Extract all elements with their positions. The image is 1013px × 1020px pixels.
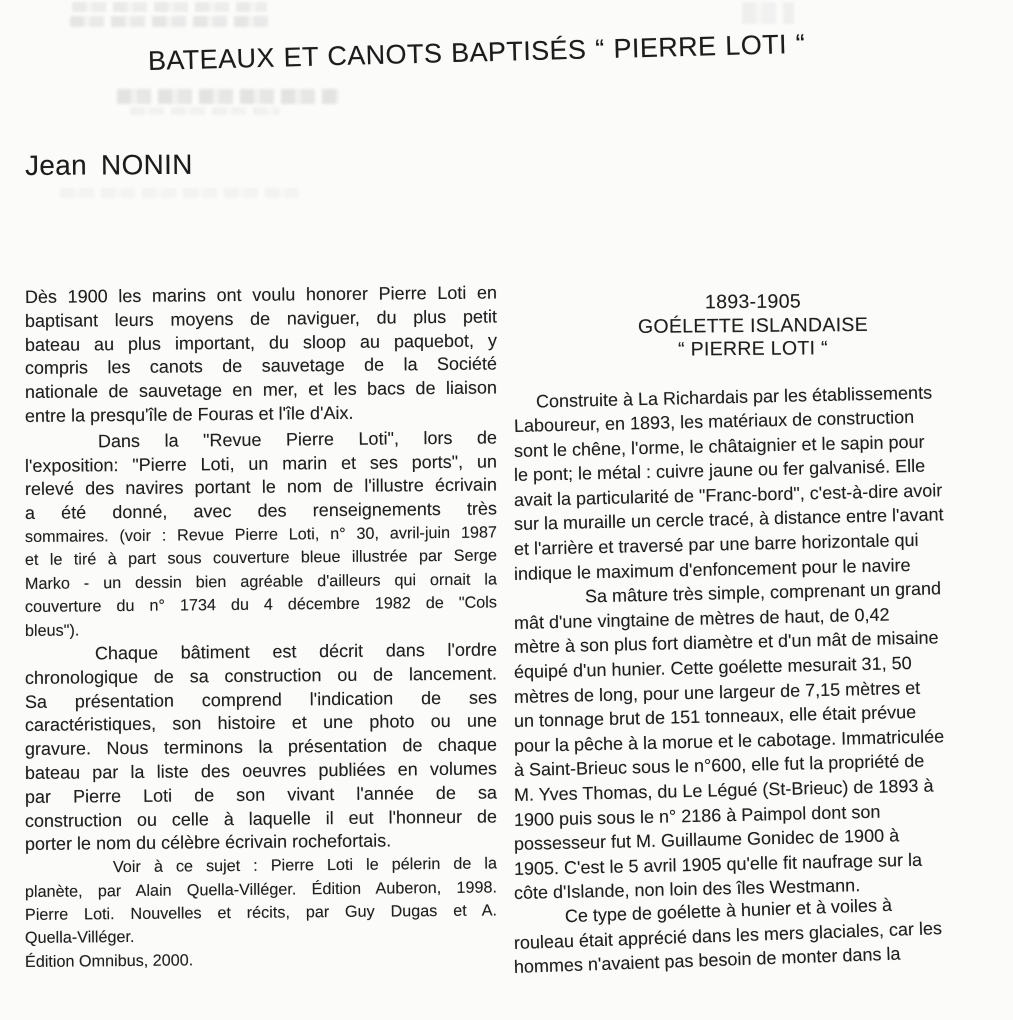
text-line: a été donné, avec des renseignements très bbox=[24, 498, 498, 524]
text-line: Dans la "Revue Pierre Loti", lors de bbox=[97, 427, 498, 452]
text-line: Sa présentation comprend l'indication de ses bbox=[24, 687, 498, 712]
text-line: baptisant leurs moyens de naviguer, du plus petit bbox=[24, 306, 498, 331]
text-line: chronologique de sa construction ou de lancement. bbox=[24, 663, 498, 688]
text-line: Laboureur, en 1893, les matériaux de construction bbox=[513, 407, 915, 437]
text-line: Marko - un dessin bien agréable d'ailleurs qui ornait la bbox=[24, 570, 498, 593]
text-line: bateau par la liste des oeuvres publiées en volumes bbox=[24, 758, 498, 783]
text-line: porter le nom du célèbre écrivain rochefortais. bbox=[24, 830, 392, 855]
text-line: Voir à ce sujet : Pierre Loti le pélerin de la bbox=[112, 854, 498, 877]
text-line: et le tiré à part sous couverture bleue illustrée par Serge bbox=[24, 546, 498, 570]
text-line: compris les canots de sauvetage de la Société bbox=[24, 353, 498, 379]
text-line: bleus"). bbox=[24, 621, 80, 640]
bleed-through-text bbox=[70, 16, 272, 27]
text-line: Construite à La Richardais par les établissements bbox=[535, 382, 933, 411]
text-line: et l'arrière et traversé par une barre horizontale qui bbox=[513, 529, 919, 560]
text-line: Édition Omnibus, 2000. bbox=[24, 951, 194, 971]
text-line: Chaque bâtiment est décrit dans l'ordre bbox=[94, 639, 498, 664]
text-line: mètre à son plus fort diamètre et d'un mât de misaine bbox=[513, 627, 939, 658]
text-line: Ce type de goélette à hunier et à voiles à bbox=[564, 894, 893, 927]
paragraph bbox=[513, 382, 992, 587]
author-name: Jean NONIN bbox=[24, 148, 193, 181]
text-line: équipé d'un hunier. Cette goélette mesurait 31, 50 bbox=[513, 653, 912, 683]
text-line: un tonnage brut de 151 tonneaux, elle était prévue bbox=[513, 702, 917, 732]
text-line: “ PIERRE LOTI “ bbox=[678, 337, 828, 361]
text-line: mât d'une vingtaine de mètres de haut, de 0,42 bbox=[513, 604, 890, 633]
text-line: rouleau était apprécié dans les mers glaciales, car les bbox=[513, 917, 943, 953]
text-line: par Pierre Loti de son vivant l'année de sa bbox=[24, 782, 498, 807]
text-line: sur la muraille un cercle tracé, à distance entre l'avant bbox=[513, 504, 944, 535]
text-line: 1900 puis sous le n° 2186 à Paimpol dont son bbox=[513, 801, 881, 830]
text-line: mètres de long, pour une largeur de 7,15 mètres et bbox=[513, 677, 921, 707]
bleed-through-text bbox=[72, 2, 267, 12]
paragraph bbox=[24, 427, 498, 526]
text-line: bateau au plus important, du sloop au paquebot, y bbox=[24, 330, 498, 355]
text-line: Dès 1900 les marins ont voulu honorer Pierre Loti en bbox=[24, 282, 498, 307]
text-line: 1893-1905 bbox=[704, 290, 802, 314]
bleed-through-text bbox=[117, 89, 339, 104]
paragraph bbox=[24, 854, 498, 927]
text-line: nationale de sauvetage en mer, et les bacs de liaison bbox=[24, 377, 498, 403]
bleed-through-text bbox=[130, 107, 280, 115]
paragraph bbox=[513, 578, 992, 906]
text-line: sommaires. (voir : Revue Pierre Loti, n° 30, avril-juin 1987 bbox=[24, 523, 498, 546]
text-line: gravure. Nous terminons la présentation de chaque bbox=[24, 734, 498, 760]
text-line: planète, par Alain Quella-Villéger. Édition Auberon, 1998. bbox=[24, 878, 498, 901]
text-line: à Saint-Brieuc sous le n°600, elle fut la propriété de bbox=[513, 751, 925, 781]
text-line: Pierre Loti. Nouvelles et récits, par Guy Dugas et A. bbox=[24, 901, 498, 924]
text-line: caractéristiques, son histoire et une photo ou une bbox=[24, 710, 498, 736]
section-heading bbox=[514, 290, 992, 364]
text-line: hommes n'avaient pas besoin de monter dans la bbox=[513, 943, 901, 978]
page-title: BATEAUX ET CANOTS BAPTISÉS “ PIERRE LOTI “ bbox=[147, 28, 806, 76]
text-line: possesseur fut M. Guillaume Gonidec de 1900 à bbox=[513, 825, 900, 855]
text-line: GOÉLETTE ISLANDAISE bbox=[637, 313, 869, 338]
paragraph bbox=[25, 927, 497, 974]
text-line: côte d'Islande, non loin des îles Westmann. bbox=[513, 875, 861, 904]
left-column bbox=[24, 282, 498, 974]
text-line: Quella-Villéger. bbox=[24, 928, 135, 948]
text-line: relevé des navires portant le nom de l'illustre écrivain bbox=[24, 474, 498, 500]
text-line: construction ou celle à laquelle il eut l'honneur de bbox=[24, 806, 498, 831]
text-line: avait la particularité de "Franc-bord", c'est-à-dire avoir bbox=[513, 480, 943, 510]
text-line: 1905. C'est le 5 avril 1905 qu'elle fit naufrage sur la bbox=[513, 849, 923, 879]
paragraph bbox=[24, 282, 498, 429]
right-column bbox=[513, 290, 992, 980]
text-line: indique le maximum d'enfoncement pour le navire bbox=[513, 554, 911, 584]
paragraph bbox=[513, 894, 992, 980]
paragraph bbox=[24, 523, 498, 643]
text-line: Sa mâture très simple, comprenant un grand bbox=[584, 578, 942, 607]
text-line: l'exposition: "Pierre Loti, un marin et ses ports", un bbox=[24, 451, 498, 476]
paragraph bbox=[24, 639, 498, 857]
text-line: pour la pêche à la morue et le cabotage. Immatriculée bbox=[513, 726, 945, 756]
text-line: sont le chêne, l'orme, le châtaignier et le sapin pour bbox=[513, 431, 925, 461]
text-line: M. Yves Thomas, du Le Légué (St-Brieuc) de 1893 à bbox=[513, 775, 934, 805]
text-line: le pont; le métal : cuivre jaune ou fer galvanisé. Elle bbox=[513, 455, 926, 486]
text-line: couverture du n° 1734 du 4 décembre 1982 de "Cols bbox=[24, 593, 498, 617]
text-line: entre la presqu'île de Fouras et l'île d'Aix. bbox=[24, 402, 354, 426]
bleed-through-text bbox=[60, 188, 300, 198]
bleed-through-text bbox=[742, 2, 794, 24]
